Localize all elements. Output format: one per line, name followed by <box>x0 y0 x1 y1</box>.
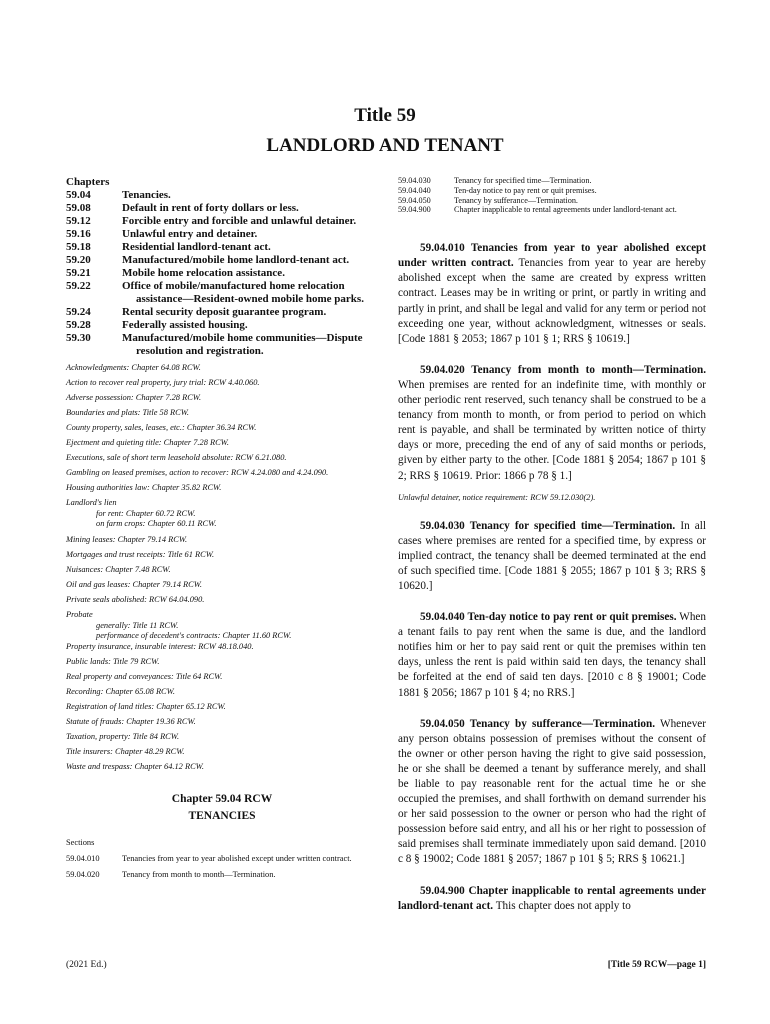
section-toc-item <box>398 196 706 206</box>
cross-reference: Mining leases: Chapter 79.14 RCW. <box>66 534 188 544</box>
chapter-title: Office of mobile/manufactured home relocation assistance—Resident-owned mobile home parks. <box>122 280 364 305</box>
chapter-heading-name: TENANCIES <box>188 809 256 822</box>
cross-reference: Real property and conveyances: Title 64 RCW. <box>66 671 223 681</box>
section-toc-item <box>398 176 706 186</box>
chapter-item <box>66 319 378 332</box>
chapter-number: 59.21 <box>66 267 91 279</box>
cross-reference-list <box>66 363 378 773</box>
section-number: 59.04.900 <box>398 205 431 215</box>
section-title: Chapter inapplicable to rental agreements under landlord-tenant act. <box>454 205 677 215</box>
cross-reference: Executions, sale of short term leasehold absolute: RCW 6.21.080. <box>66 453 287 463</box>
title-name: LANDLORD AND TENANT <box>266 135 504 156</box>
chapter-item <box>66 215 378 228</box>
chapter-number: 59.28 <box>66 319 91 331</box>
cross-reference: Waste and trespass: Chapter 64.12 RCW. <box>66 762 204 772</box>
chapter-title: Default in rent of forty dollars or less. <box>122 202 299 214</box>
cross-reference: County property, sales, leases, etc.: Chapter 36.34 RCW. <box>66 422 257 432</box>
chapter-number: 59.04 <box>66 189 91 201</box>
cross-reference-sub: for rent: Chapter 60.72 RCW. <box>96 508 196 518</box>
cross-reference: Boundaries and plats: Title 58 RCW. <box>66 407 189 417</box>
cross-reference: Taxation, property: Title 84 RCW. <box>66 732 180 742</box>
chapter-item <box>66 280 378 306</box>
section-59-04-050 <box>398 717 706 868</box>
section-title: Tenancy from month to month—Termination. <box>122 869 276 879</box>
cross-reference: Title insurers: Chapter 48.29 RCW. <box>66 747 185 757</box>
chapter-title: Manufactured/mobile home landlord-tenant act. <box>122 254 350 266</box>
section-toc-item <box>66 870 378 880</box>
cross-reference: Housing authorities law: Chapter 35.82 RCW. <box>66 483 222 493</box>
chapter-number: 59.22 <box>66 280 91 292</box>
chapter-title: Tenancies. <box>122 189 171 201</box>
section-body: When a tenant fails to pay rent when the same is due, and the landlord notifies him or her to pay said rent or quit the premises within ten days, unless the rent is paid within said ten days, the tenancy shall be forfeited at the end of said ten days. [2010 c 8 § 19001; Code 1881 § 2056; 1867 p 101 § 4; no RRS.] <box>398 611 706 699</box>
chapter-number: 59.24 <box>66 306 91 318</box>
section-59-04-020 <box>398 363 706 484</box>
chapter-number: 59.12 <box>66 215 91 227</box>
cross-reference-group <box>66 610 378 642</box>
chapter-item <box>66 254 378 267</box>
section-heading: 59.04.020 Tenancy from month to month—Termination. <box>420 363 706 376</box>
section-59-04-040 <box>398 610 706 701</box>
section-number: 59.04.050 <box>398 195 431 205</box>
right-column <box>398 176 706 914</box>
chapter-title: Manufactured/mobile home communities—Dispute resolution and registration. <box>122 332 363 357</box>
chapter-heading <box>66 791 378 825</box>
section-body: This chapter does not apply to <box>493 899 631 912</box>
chapter-title: Forcible entry and forcible and unlawful detainer. <box>122 215 357 227</box>
chapter-number: 59.20 <box>66 254 91 266</box>
chapter-title: Mobile home relocation assistance. <box>122 267 285 279</box>
cross-reference: Adverse possession: Chapter 7.28 RCW. <box>66 392 202 402</box>
section-59-04-010 <box>398 241 706 347</box>
section-body: Whenever any person obtains possession of premises without the consent of the owner or other person having the right to give said possession, he or she shall be deemed a tenant by sufferance merely, and shall be liable to pay reasonable rent for the actual time he or she occupied the premises, and shall forthwith on demand surrender his or her said possession to the owner or person who had the right of possession before said entry, and all his or her right to possession of said premises shall terminate immediately upon said demand. [2010 c 8 § 19002; Code 1881 § 2057; 1867 p 101 § 5; RRS § 10621.] <box>398 717 706 866</box>
section-number: 59.04.030 <box>398 176 431 185</box>
left-column <box>66 176 378 880</box>
cross-reference: Registration of land titles: Chapter 65.12 RCW. <box>66 701 226 711</box>
section-title: Tenancy for specified time—Termination. <box>454 176 592 185</box>
section-toc-continued <box>398 176 706 215</box>
cross-reference-sub: on farm crops: Chapter 60.11 RCW. <box>96 519 217 529</box>
cross-reference: Action to recover real property, jury trial: RCW 4.40.060. <box>66 377 260 387</box>
cross-reference-sub: generally: Title 11 RCW. <box>96 620 179 630</box>
section-number: 59.04.040 <box>398 185 431 195</box>
section-heading: 59.04.040 Ten-day notice to pay rent or quit premises. <box>420 611 677 624</box>
cross-reference: Private seals abolished: RCW 64.04.090. <box>66 594 205 604</box>
section-note: Unlawful detainer, notice requirement: RCW 59.12.030(2). <box>398 492 596 502</box>
chapter-item <box>66 202 378 215</box>
cross-reference: Mortgages and trust receipts: Title 61 RCW. <box>66 549 215 559</box>
chapter-number: 59.16 <box>66 228 91 240</box>
chapter-item <box>66 306 378 319</box>
chapter-heading-number: Chapter 59.04 RCW <box>171 792 273 805</box>
section-toc-item <box>398 205 706 215</box>
chapter-item <box>66 241 378 254</box>
chapter-item <box>66 189 378 202</box>
cross-reference: Acknowledgments: Chapter 64.08 RCW. <box>66 362 201 372</box>
chapter-title: Residential landlord-tenant act. <box>122 241 271 253</box>
section-title: Tenancy by sufferance—Termination. <box>454 195 578 205</box>
section-body: Tenancies from year to year are hereby abolished except when the same are created by express written contract. Leases may be in writing or print, or partly in writing and partly in print, and shall be legal and valid for any term or period not exceeding one year, without acknowledgment, witnesses or seals. [Code 1881 § 2053; 1867 p 101 § 1; RRS § 10619.] <box>398 257 707 345</box>
cross-reference-label: Probate <box>66 610 93 619</box>
section-number: 59.04.020 <box>66 869 100 879</box>
section-toc-item <box>398 186 706 196</box>
cross-reference-sub: performance of decedent's contracts: Chapter 11.60 RCW. <box>96 631 292 640</box>
chapter-number: 59.08 <box>66 202 91 214</box>
cross-reference: Gambling on leased premises, action to recover: RCW 4.24.080 and 4.24.090. <box>66 468 329 478</box>
chapters-heading: Chapters <box>66 176 110 188</box>
section-body: When premises are rented for an indefinite time, with monthly or other periodic rent reserved, such tenancy shall be construed to be a tenancy from month to month, or from period to period on which rent is payable, and shall be terminated by written notice of thirty days or more, preceding the end of any of said months or periods, given by either party to the other. [Code 1881 § 2054; 1867 p 101 § 2; RRS § 10619. Prior: 1866 p 78 § 1.] <box>398 378 706 482</box>
section-heading: 59.04.010 Tenancies from year to year abolished except under written contract. <box>398 242 706 270</box>
section-heading: 59.04.050 Tenancy by sufferance—Termination. <box>420 717 655 730</box>
cross-reference: Public lands: Title 79 RCW. <box>66 656 160 666</box>
section-59-04-030 <box>398 519 706 594</box>
cross-reference: Recording: Chapter 65.08 RCW. <box>66 686 175 696</box>
section-title: Tenancies from year to year abolished except under written contract. <box>122 853 352 863</box>
section-body: In all cases where premises are rented for a specified time, by express or implied contract, the tenancy shall be deemed terminated at the end of such specified time. [Code 1881 § 2055; 1867 p 101 § 3; RRS § 10620.] <box>398 519 706 592</box>
cross-reference: Ejectment and quieting title: Chapter 7.28 RCW. <box>66 438 229 448</box>
section-59-04-900 <box>398 884 706 914</box>
cross-reference: Nuisances: Chapter 7.48 RCW. <box>66 564 171 574</box>
chapter-item <box>66 332 378 358</box>
chapter-number: 59.18 <box>66 241 91 253</box>
section-heading: 59.04.030 Tenancy for specified time—Termination. <box>420 519 676 532</box>
sections-label: Sections <box>66 837 95 847</box>
section-heading: 59.04.900 Chapter inapplicable to rental agreements under landlord-tenant act. <box>398 884 706 912</box>
chapter-item <box>66 228 378 241</box>
chapter-list <box>66 189 378 358</box>
chapter-title: Rental security deposit guarantee program. <box>122 306 327 318</box>
cross-reference: Oil and gas leases: Chapter 79.14 RCW. <box>66 579 203 589</box>
cross-reference: Statute of frauds: Chapter 19.36 RCW. <box>66 716 196 726</box>
chapter-item <box>66 267 378 280</box>
chapter-number: 59.30 <box>66 332 91 344</box>
title-number: Title 59 <box>354 105 416 126</box>
chapter-title: Federally assisted housing. <box>122 319 248 331</box>
chapter-title: Unlawful entry and detainer. <box>122 228 258 240</box>
cross-reference-group <box>66 498 378 530</box>
section-title: Ten-day notice to pay rent or quit premises. <box>454 185 597 195</box>
cross-reference-label: Landlord's lien <box>66 498 117 508</box>
section-number: 59.04.010 <box>66 853 100 863</box>
footer-page-label: [Title 59 RCW—page 1] <box>607 960 706 970</box>
cross-reference: Property insurance, insurable interest: RCW 48.18.040. <box>66 641 254 651</box>
section-toc-item <box>66 854 378 864</box>
footer-edition: (2021 Ed.) <box>66 960 107 970</box>
